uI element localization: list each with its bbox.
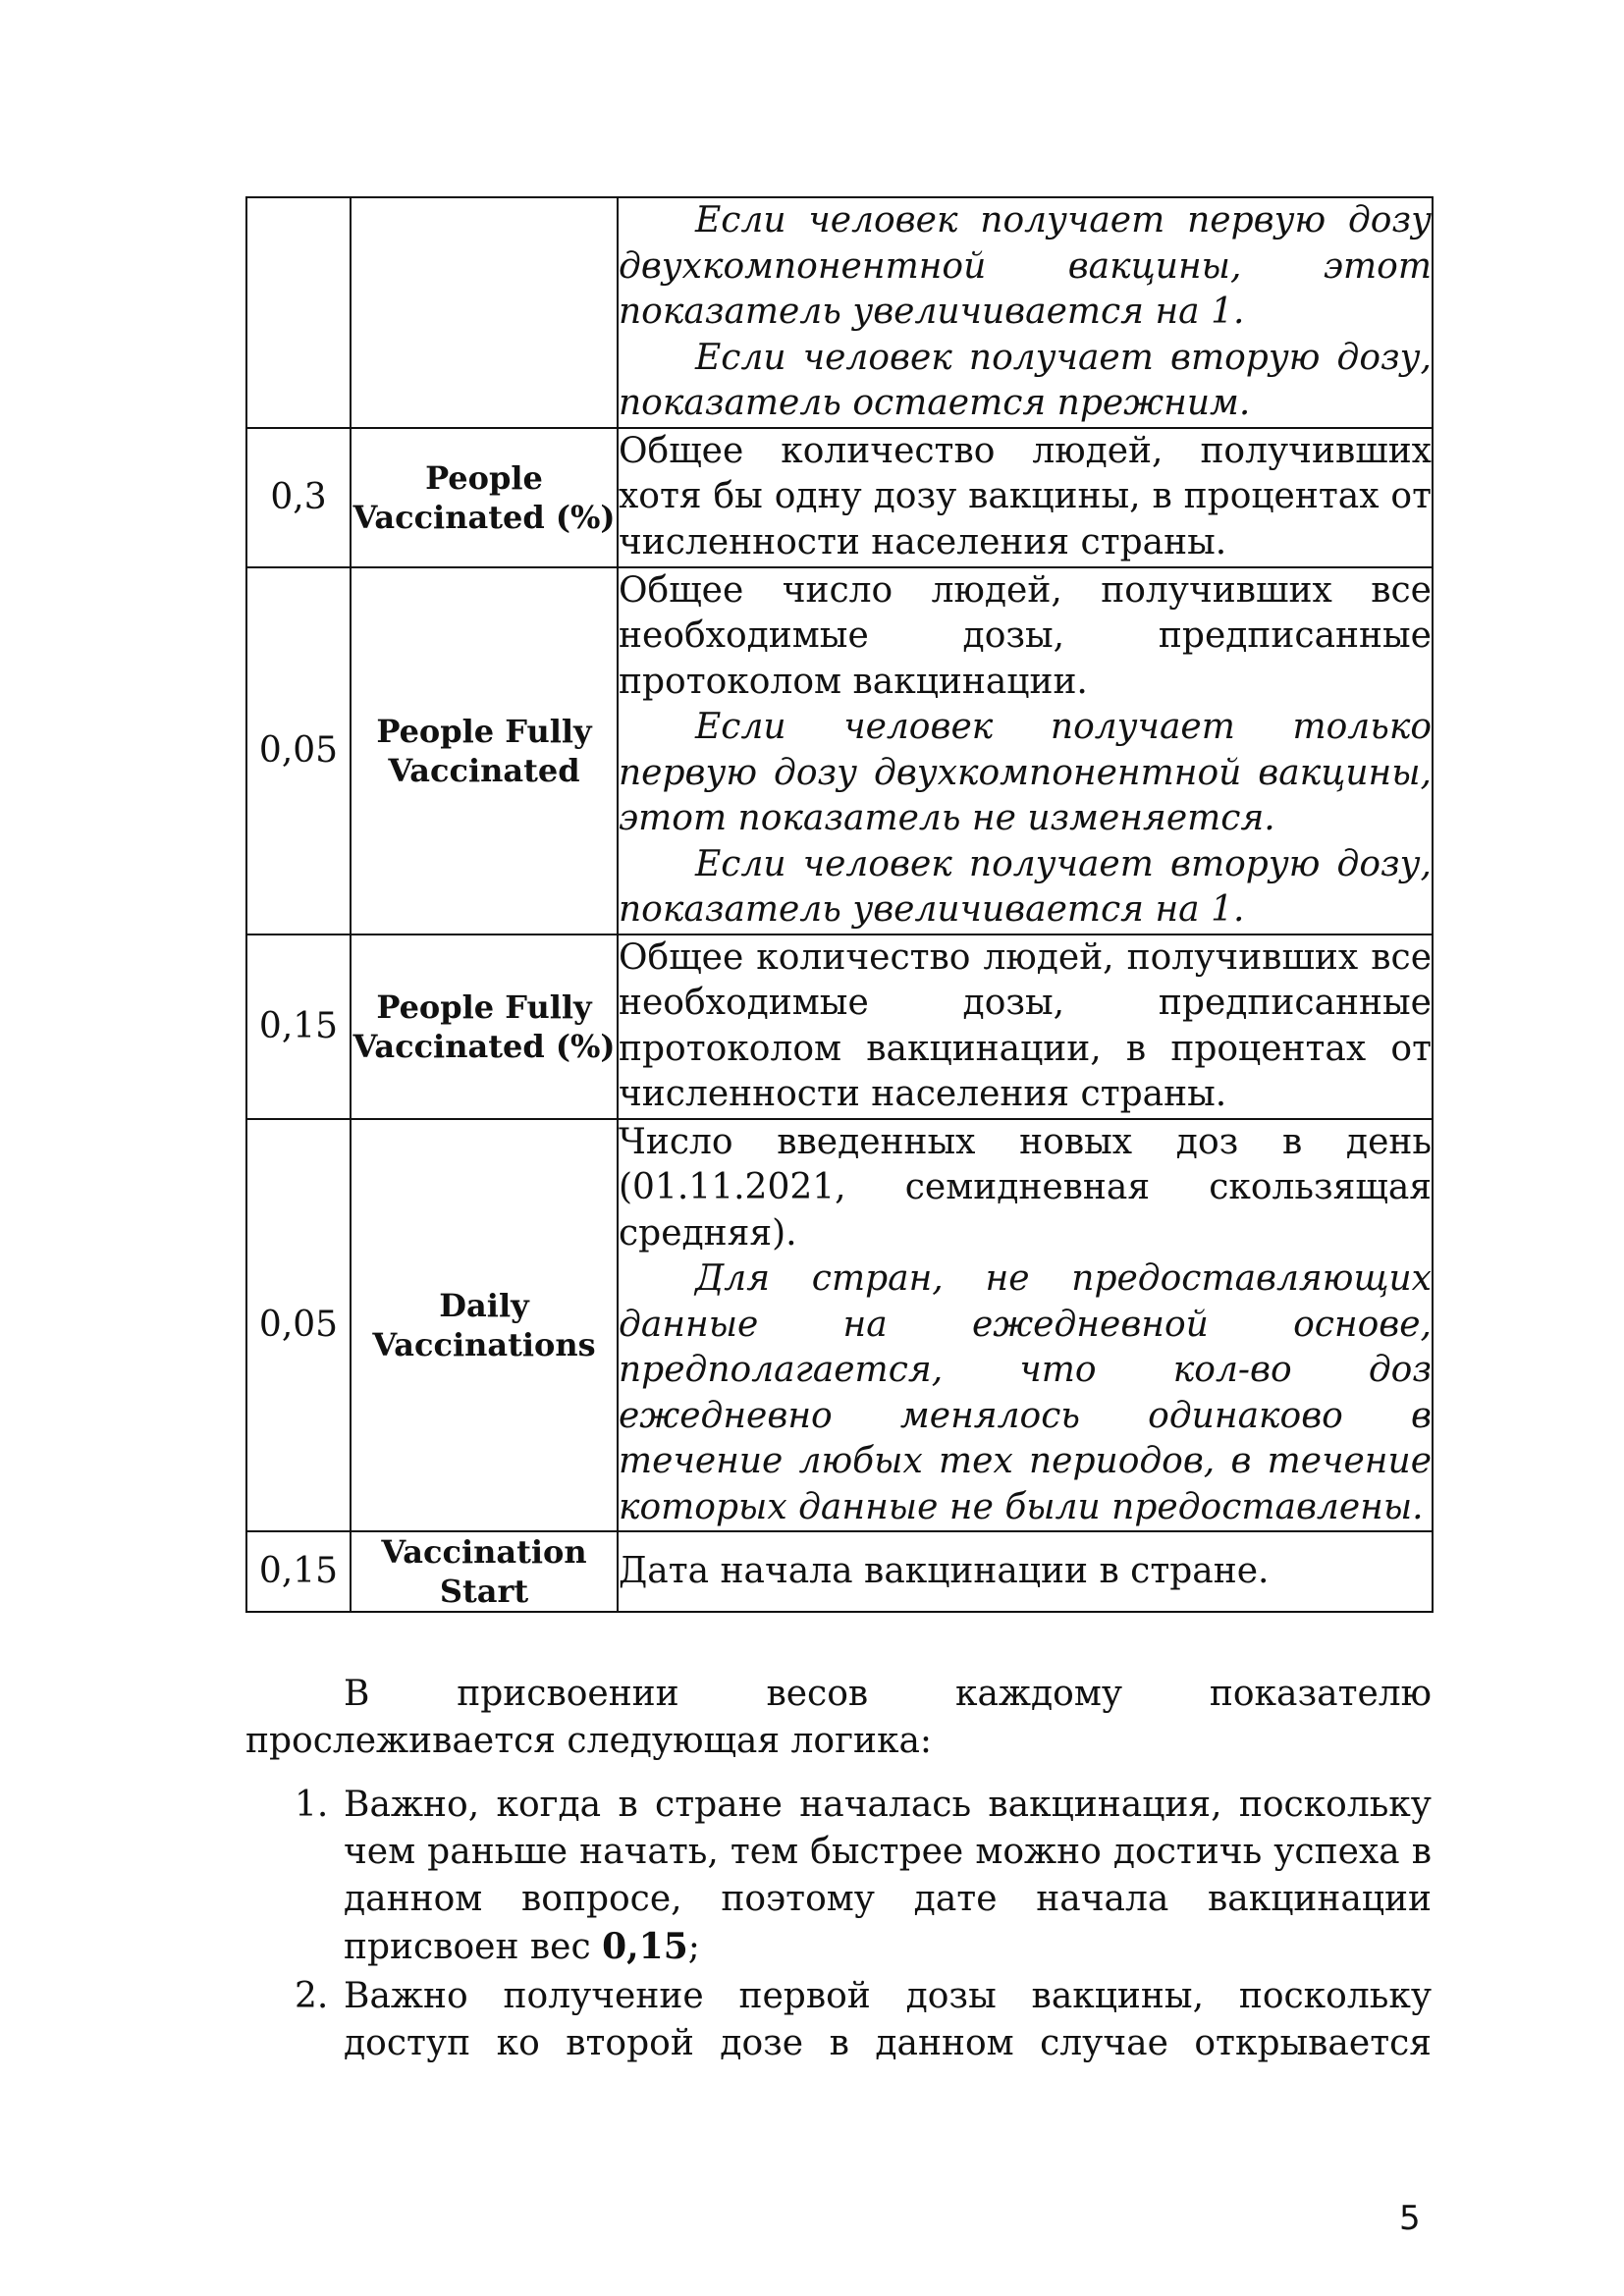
indicator-name-cell: Daily Vaccinations	[351, 1119, 618, 1532]
description-paragraph: Если человек получает вторую дозу, показатель увеличивается на 1.	[619, 843, 1432, 930]
weight-cell: 0,05	[246, 1119, 351, 1532]
weight-cell: 0,15	[246, 1531, 351, 1612]
description-paragraph: Если человек получает первую дозу двухкомпонентной вакцины, этот показатель увеличивается на 1.	[619, 200, 1432, 332]
table-row	[246, 1531, 1433, 1612]
description-paragraph: Число введенных новых доз в день (01.11.2021, семидневная скользящая средняя).	[619, 1121, 1432, 1254]
indicator-name-cell: People Fully Vaccinated (%)	[351, 934, 618, 1119]
description-paragraph: Если человек получает только первую дозу двухкомпонентной вакцины, этот показатель не изменяется.	[619, 707, 1432, 838]
table-row	[246, 567, 1433, 934]
description-paragraph: Если человек получает вторую дозу, показатель остается прежним.	[619, 337, 1432, 423]
indicator-name-cell: Vaccination Start	[351, 1531, 618, 1612]
table-row	[246, 1119, 1433, 1532]
description-cell	[618, 1531, 1433, 1612]
table-row	[246, 934, 1433, 1119]
indicators-table	[245, 196, 1434, 1613]
list-item	[245, 1973, 1432, 2067]
description-cell	[618, 1119, 1433, 1532]
description-paragraph: Для стран, не предоставляющих данные на ежедневной основе, предполагается, что кол-во доз ежедневно менялось одинаково в течение любых тех периодов, в течение которых данные не были предоставлены.	[619, 1258, 1432, 1527]
description-cell	[618, 567, 1433, 934]
intro-text: В присвоении весов каждому показателю прослеживается следующая логика:	[245, 1674, 1432, 1761]
description-cell	[618, 197, 1433, 428]
list-item-body: Важно, когда в стране началась вакцинация, поскольку чем раньше начать, тем быстрее можно достичь успеха в данном вопросе, поэтому дате начала вакцинации присвоен вес	[344, 1785, 1432, 1967]
weight-cell	[246, 197, 351, 428]
page-number: 5	[1399, 2199, 1421, 2238]
description-paragraph: Дата начала вакцинации в стране.	[619, 1550, 1270, 1591]
table-row	[246, 428, 1433, 567]
list-item-number: 2.	[295, 1976, 329, 2016]
weight-cell: 0,3	[246, 428, 351, 567]
indicator-name-cell	[351, 197, 618, 428]
list-item	[245, 1782, 1432, 1971]
list-item-number: 1.	[295, 1785, 329, 1825]
table-row	[246, 197, 1433, 428]
list-item-text	[344, 1782, 1432, 1971]
description-paragraph: Общее количество людей, получивших хотя бы одну дозу вакцины, в процентах от численности населения страны.	[619, 430, 1432, 562]
description-paragraph: Общее количество людей, получивших все необходимые дозы, предписанные протоколом вакцинации, в процентах от численности населения страны.	[619, 936, 1432, 1114]
description-cell	[618, 934, 1433, 1119]
intro-paragraph	[245, 1671, 1432, 1765]
list-item-text	[344, 1973, 1432, 2067]
indicator-name-cell: People Vaccinated (%)	[351, 428, 618, 567]
description-cell	[618, 428, 1433, 567]
weight-value-bold: 0,15	[602, 1926, 688, 1967]
description-paragraph: Общее число людей, получивших все необходимые дозы, предписанные протоколом вакцинации.	[619, 569, 1432, 702]
weight-cell: 0,15	[246, 934, 351, 1119]
list-item-tail: ;	[687, 1927, 700, 1967]
weight-cell: 0,05	[246, 567, 351, 934]
indicator-name-cell: People Fully Vaccinated	[351, 567, 618, 934]
list-item-body: Важно получение первой дозы вакцины, поскольку доступ ко второй дозе в данном случае открывается	[344, 1976, 1432, 2063]
